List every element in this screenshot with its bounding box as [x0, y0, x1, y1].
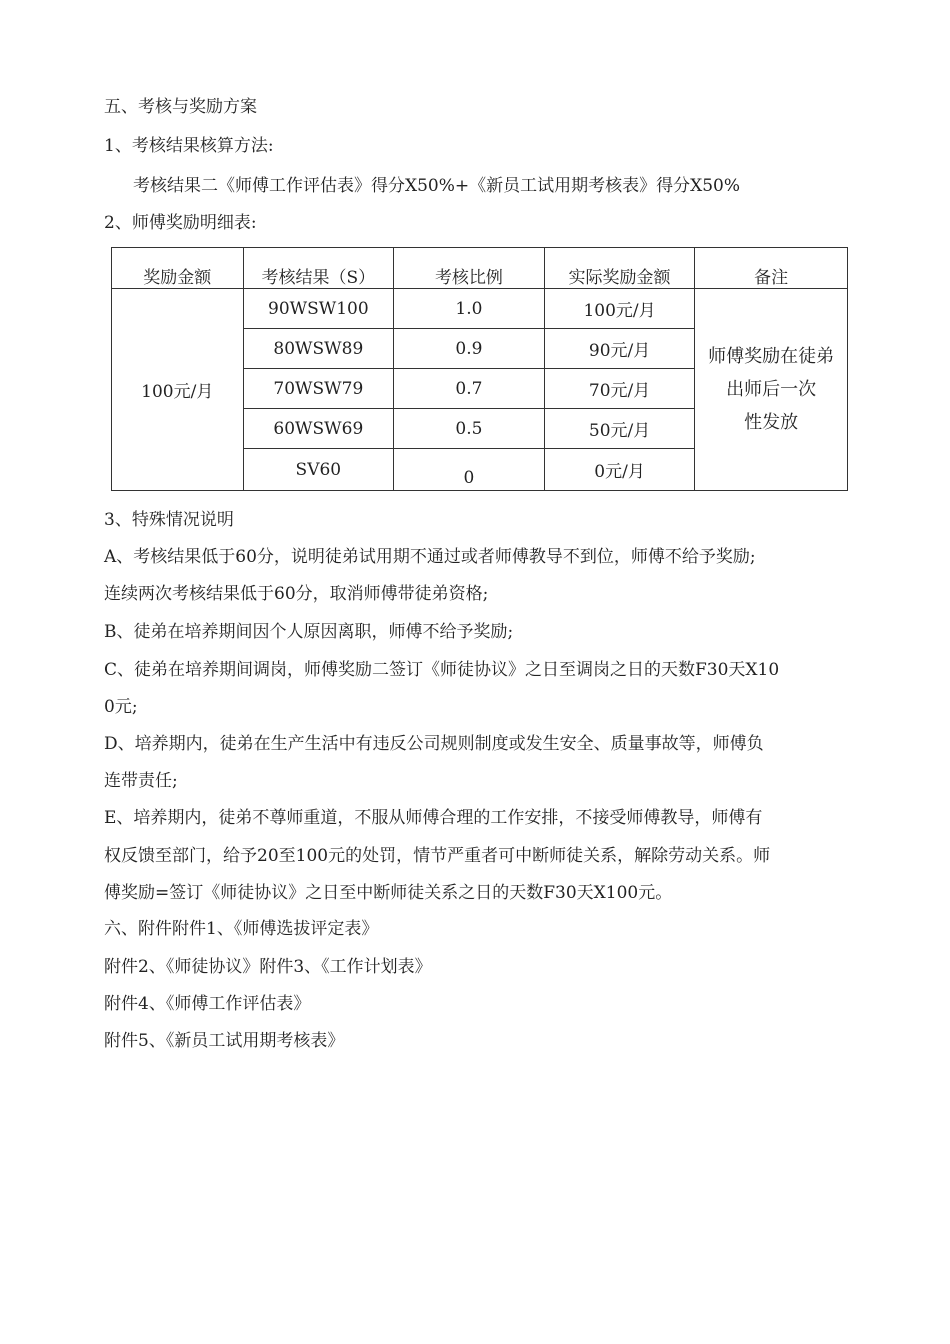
reward-amount-cell: 100元/月	[112, 289, 244, 491]
result-cell: 60WSW69	[243, 409, 394, 449]
reward-table	[111, 247, 848, 491]
special-line: C、徒弟在培养期间调岗，师傅奖励二签订《师徒协议》之日至调岗之日的天数F30天X10	[104, 660, 780, 680]
special-line: E、培养期内，徒弟不尊师重道，不服从师傅合理的工作安排，不接受师傅教导，师傅有	[104, 808, 763, 828]
ratio-cell: 0.5	[394, 409, 545, 449]
special-line: 0元;	[104, 697, 138, 717]
table-header-row	[112, 248, 848, 289]
header-reward-amount: 奖励金额	[112, 248, 244, 289]
special-line: 傅奖励=签订《师徒协议》之日至中断师徒关系之日的天数F30天X100元。	[104, 883, 673, 903]
attachment-line: 附件2、《师徒协议》附件3、《工作计划表》	[104, 957, 432, 977]
ratio-cell: 1.0	[394, 289, 545, 329]
remarks-line: 出师后一次	[726, 379, 817, 400]
remarks-line: 性发放	[744, 412, 799, 433]
special-line: D、培养期内，徒弟在生产生活中有违反公司规则制度或发生安全、质量事故等，师傅负	[104, 734, 764, 754]
header-actual-reward: 实际奖励金额	[544, 248, 695, 289]
section-five-title: 五、考核与奖励方案	[104, 97, 257, 117]
result-cell: 80WSW89	[243, 329, 394, 369]
actual-cell: 70元/月	[544, 369, 695, 409]
table-row	[112, 289, 848, 329]
item-two-heading: 2、师傅奖励明细表:	[104, 213, 257, 233]
attachment-line: 附件4、《师傅工作评估表》	[104, 994, 311, 1014]
special-line: 权反馈至部门，给予20至100元的处罚，情节严重者可中断师徒关系，解除劳动关系。师	[104, 846, 771, 866]
header-assessment-ratio: 考核比例	[394, 248, 545, 289]
result-cell: 70WSW79	[243, 369, 394, 409]
attachment-line: 附件5、《新员工试用期考核表》	[104, 1031, 345, 1051]
special-heading: 3、特殊情况说明	[104, 510, 234, 530]
actual-cell: 100元/月	[544, 289, 695, 329]
item-one-heading: 1、考核结果核算方法:	[104, 136, 274, 156]
remarks-cell	[695, 289, 848, 491]
actual-cell: 50元/月	[544, 409, 695, 449]
header-assessment-result: 考核结果（S）	[243, 248, 394, 289]
special-line: 连续两次考核结果低于60分，取消师傅带徒弟资格;	[104, 584, 489, 604]
result-cell: 90WSW100	[243, 289, 394, 329]
assessment-formula: 考核结果二《师傅工作评估表》得分X50%+《新员工试用期考核表》得分X50%	[133, 176, 741, 196]
remarks-line: 师傅奖励在徒弟	[708, 346, 835, 367]
header-remarks: 备注	[695, 248, 848, 289]
result-cell: SV60	[243, 449, 394, 491]
special-line: A、考核结果低于60分，说明徒弟试用期不通过或者师傅教导不到位，师傅不给予奖励;	[104, 547, 756, 567]
special-line: B、徒弟在培养期间因个人原因离职，师傅不给予奖励;	[104, 622, 514, 642]
attachment-line: 六、附件附件1、《师傅选拔评定表》	[104, 919, 379, 939]
special-line: 连带责任;	[104, 771, 178, 791]
actual-cell: 90元/月	[544, 329, 695, 369]
ratio-cell: 0	[394, 449, 545, 491]
ratio-cell: 0.9	[394, 329, 545, 369]
ratio-cell: 0.7	[394, 369, 545, 409]
actual-cell: 0元/月	[544, 449, 695, 491]
